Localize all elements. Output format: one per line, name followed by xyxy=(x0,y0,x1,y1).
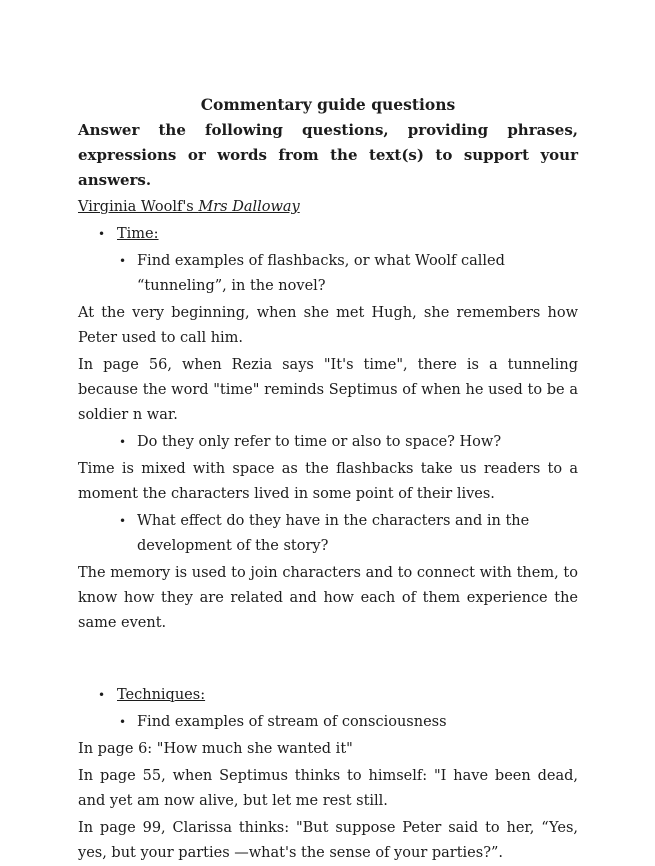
answer-page55: In page 55, when Septimus thinks to himself: "I have been dead, and yet am now alive, but let me rest still. xyxy=(78,768,578,809)
work-heading-author: Virginia Woolf's xyxy=(78,199,199,215)
answer-page99: In page 99, Clarissa thinks: "But suppose Peter said to her, “Yes, yes, but your parties —what's the sense of your parties?”. xyxy=(78,820,578,861)
time-section-heading xyxy=(78,222,578,247)
question-space-text: Do they only refer to time or also to space? How? xyxy=(137,434,502,450)
bullet-icon: • xyxy=(119,435,127,449)
work-heading xyxy=(78,195,578,220)
techniques-section-heading xyxy=(78,683,578,708)
bullet-icon: • xyxy=(98,227,106,241)
question-effect-text: What effect do they have in the characters and in the development of the story? xyxy=(137,513,530,554)
bullet-icon: • xyxy=(119,254,127,268)
document-title: Commentary guide questions xyxy=(200,95,456,114)
answer-beginning: At the very beginning, when she met Hugh, she remembers how Peter used to call him. xyxy=(78,305,578,346)
answer-space: Time is mixed with space as the flashbacks take us readers to a moment the characters lived in some point of their lives. xyxy=(78,461,578,502)
question-effect xyxy=(78,509,578,559)
work-heading-book-title: Mrs Dalloway xyxy=(198,199,300,215)
question-flashbacks-text: Find examples of flashbacks, or what Woolf called “tunneling”, in the novel? xyxy=(137,253,505,294)
time-section-label: Time: xyxy=(117,226,159,242)
bullet-icon: • xyxy=(119,514,127,528)
question-space xyxy=(78,430,578,455)
techniques-section-label: Techniques: xyxy=(117,687,206,703)
question-stream xyxy=(78,710,578,735)
answer-effect: The memory is used to join characters and to connect with them, to know how they are related and how each of them experience the same event. xyxy=(78,565,578,631)
bullet-icon: • xyxy=(98,688,106,702)
bullet-icon: • xyxy=(119,715,127,729)
answer-page56: In page 56, when Rezia says "It's time", there is a tunneling because the word "time" reminds Septimus of when he used to be a soldier n war. xyxy=(78,357,578,423)
instructions-paragraph: Answer the following questions, providing phrases, expressions or words from the text(s) to support your answers. xyxy=(78,121,578,189)
answer-page6: In page 6: "How much she wanted it" xyxy=(78,741,353,757)
question-stream-text: Find examples of stream of consciousness xyxy=(137,714,447,730)
question-flashbacks xyxy=(78,249,578,299)
